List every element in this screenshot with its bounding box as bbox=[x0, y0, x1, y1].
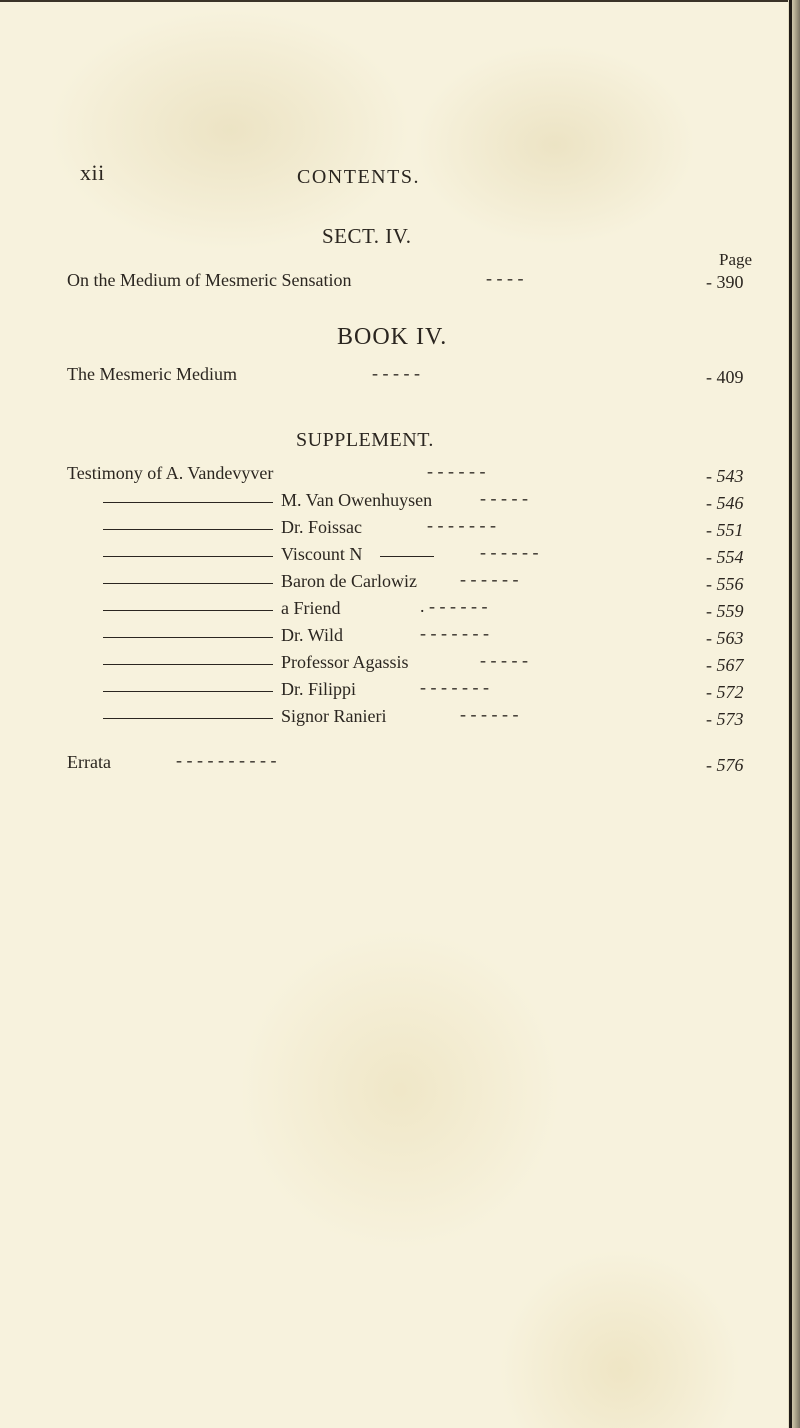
toc-leader: - - - - - bbox=[480, 650, 528, 670]
dash: - bbox=[706, 628, 717, 648]
dash: - bbox=[706, 466, 717, 486]
toc-page-number bbox=[706, 682, 744, 703]
page-value: 409 bbox=[716, 367, 744, 387]
toc-page-number bbox=[706, 272, 744, 293]
page-value: 546 bbox=[716, 493, 744, 513]
toc-page-number bbox=[706, 574, 744, 595]
page-value: 543 bbox=[716, 466, 744, 486]
ditto-rule bbox=[103, 502, 273, 503]
toc-entry-title: On the Medium of Mesmeric Sensation bbox=[67, 270, 352, 290]
name-blank-rule bbox=[380, 556, 434, 557]
ditto-rule bbox=[103, 529, 273, 530]
list-item-name: Dr. Filippi bbox=[281, 679, 357, 699]
toc-leader: - - - - - - - bbox=[420, 677, 489, 697]
toc-leader: . - - - - - - bbox=[420, 596, 488, 616]
page-value: 551 bbox=[716, 520, 744, 540]
top-edge-rule bbox=[0, 0, 790, 2]
list-item-name: M. Van Owenhuysen bbox=[281, 490, 433, 510]
list-item-name: Baron de Carlowiz bbox=[281, 571, 417, 591]
page-value: 559 bbox=[716, 601, 744, 621]
page-value: 572 bbox=[716, 682, 744, 702]
toc-entry-title: Errata bbox=[67, 752, 111, 772]
section-heading: SECT. IV. bbox=[322, 224, 412, 248]
page-value: 567 bbox=[716, 655, 744, 675]
toc-page-number bbox=[706, 709, 744, 730]
toc-page-number bbox=[706, 628, 744, 649]
toc-page-number bbox=[706, 755, 744, 776]
toc-leader: - - - - - - - bbox=[427, 515, 496, 535]
toc-page-number bbox=[706, 520, 744, 541]
toc-entry-title: Testimony of A. Vandevyver bbox=[67, 463, 274, 483]
page-number: xii bbox=[80, 160, 105, 185]
dash: - bbox=[706, 682, 717, 702]
toc-leader: - - - - - bbox=[480, 488, 528, 508]
toc-page-number bbox=[706, 547, 744, 568]
dash: - bbox=[706, 574, 717, 594]
page-column-label: Page bbox=[719, 250, 753, 269]
dash: - bbox=[706, 272, 717, 292]
ditto-rule bbox=[103, 718, 273, 719]
toc-entry-title: The Mesmeric Medium bbox=[67, 364, 237, 384]
page-edge-line bbox=[789, 0, 792, 1428]
toc-page-number bbox=[706, 493, 744, 514]
toc-leader: - - - - - - - bbox=[420, 623, 489, 643]
toc-leader: - - - - - - bbox=[460, 704, 519, 724]
page-value: 556 bbox=[716, 574, 744, 594]
dash: - bbox=[706, 520, 717, 540]
running-head: CONTENTS. bbox=[297, 166, 420, 188]
dash: - bbox=[706, 547, 717, 567]
toc-page-number bbox=[706, 466, 744, 487]
book-heading: BOOK IV. bbox=[337, 324, 448, 350]
toc-page-number bbox=[706, 367, 744, 388]
dash: - bbox=[706, 655, 717, 675]
list-item-name: Viscount N bbox=[281, 544, 363, 564]
page-value: 563 bbox=[716, 628, 744, 648]
supplement-heading: SUPPLEMENT. bbox=[296, 429, 434, 451]
toc-leader: - - - - - bbox=[372, 363, 420, 383]
toc-leader: - - - - - - bbox=[460, 569, 519, 589]
dash: - bbox=[706, 493, 717, 513]
list-item-name: Dr. Wild bbox=[281, 625, 343, 645]
dash: - bbox=[706, 601, 717, 621]
toc-page-number bbox=[706, 601, 744, 622]
dash: - bbox=[706, 367, 717, 387]
list-item-name: Professor Agassis bbox=[281, 652, 409, 672]
toc-leader: - - - - bbox=[486, 268, 524, 288]
ditto-rule bbox=[103, 664, 273, 665]
dash: - bbox=[706, 755, 717, 775]
list-item-name: a Friend bbox=[281, 598, 341, 618]
ditto-rule bbox=[103, 637, 273, 638]
toc-leader: - - - - - - bbox=[427, 461, 486, 481]
ditto-rule bbox=[103, 691, 273, 692]
ditto-rule bbox=[103, 583, 273, 584]
list-item-name: Signor Ranieri bbox=[281, 706, 387, 726]
toc-page-number bbox=[706, 655, 744, 676]
page-value: 576 bbox=[716, 755, 744, 775]
ditto-rule bbox=[103, 610, 273, 611]
toc-leader: - - - - - - bbox=[480, 542, 539, 562]
page-value: 554 bbox=[716, 547, 744, 567]
list-item-name: Dr. Foissac bbox=[281, 517, 362, 537]
dash: - bbox=[706, 709, 717, 729]
ditto-rule bbox=[103, 556, 273, 557]
toc-leader: - - - - - - - - - - bbox=[176, 750, 277, 770]
page-value: 573 bbox=[716, 709, 744, 729]
page-value: 390 bbox=[716, 272, 744, 292]
